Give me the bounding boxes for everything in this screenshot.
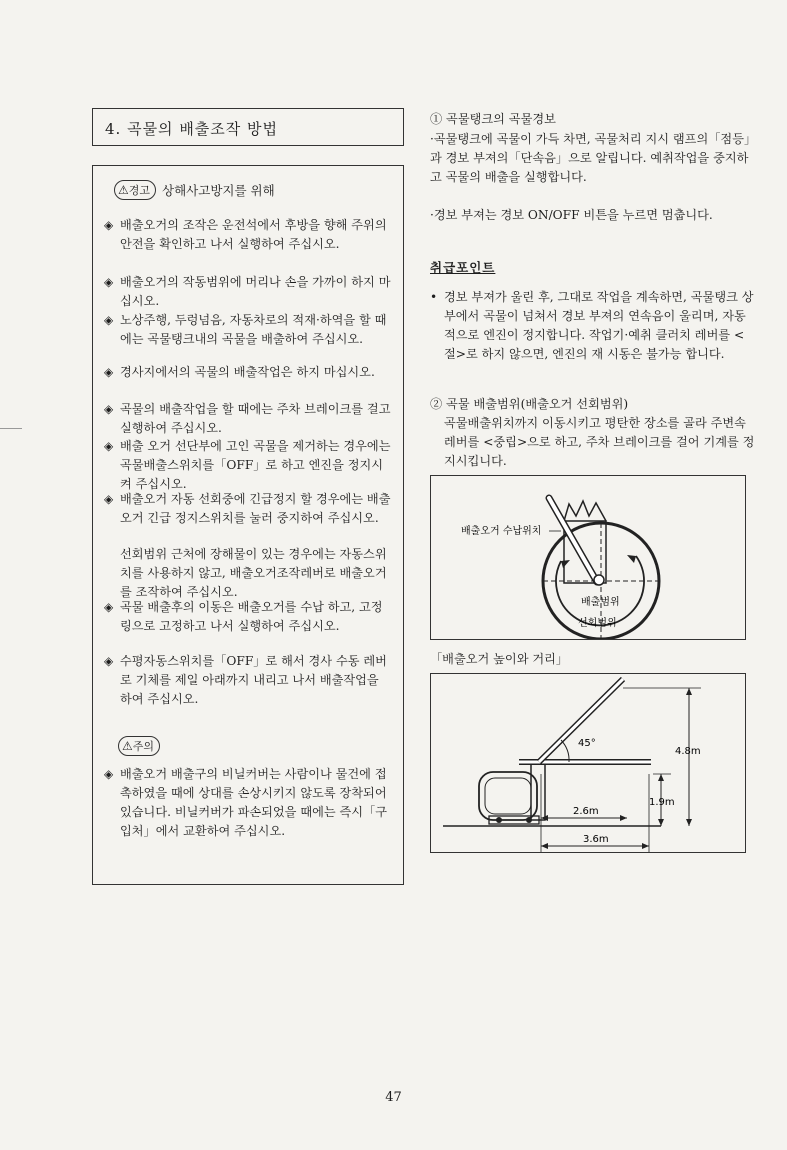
bullet-diamond-icon: ◈: [104, 767, 114, 781]
combine-body: [479, 772, 537, 820]
bullet-diamond-icon: ◈: [104, 600, 114, 614]
distance-label-2-6: 2.6m: [573, 806, 599, 817]
handling-point-title: 취급포인트: [430, 260, 496, 275]
bullet-diamond-icon: ◈: [104, 218, 114, 232]
warning-item: ◈ 배출오거의 조작은 운전석에서 후방을 향해 주위의 안전을 확인하고 나서 실행하여 주십시오.: [104, 218, 387, 251]
bullet-dot-icon: •: [430, 290, 438, 304]
warning-item: ◈ 수평자동스위치를「OFF」로 해서 경사 수동 레버로 기체를 제일 아래까지 내리고 나서 배출작업을 하여 주십시오.: [104, 654, 387, 706]
swing-range-diagram: [431, 476, 745, 639]
discharge-range-label: 배출범위: [581, 597, 620, 608]
swing-range-label: 선회범위: [578, 618, 617, 629]
caution-heading: [118, 735, 160, 756]
warning-item: ◈ 곡물 배출후의 이동은 배출오거를 수납 하고, 고정링으로 고정하고 나서 실행하여 주십시오.: [104, 600, 383, 633]
caution-item: ◈ 배출오거 배출구의 비닐커버는 사람이나 물건에 접촉하였을 때에 상대를 손상시키지 않도록 장착되어 있습니다. 비닐커버가 파손되었을 때에는 즉시「구입처」에서 교환하여 주십시오.: [104, 767, 388, 838]
bullet-diamond-icon: ◈: [104, 365, 114, 379]
section-1-title: ① 곡물탱크의 곡물경보: [430, 112, 556, 126]
section-2-title: ② 곡물 배출범위(배출오거 선회범위): [430, 397, 629, 411]
warning-item-continued: 선회범위 근처에 장해물이 있는 경우에는 자동스위치를 사용하지 않고, 배출오거조작레버로 배출오거를 조작하여 주십시오.: [120, 547, 387, 599]
stow-position-label: 배출오거 수납위치: [461, 526, 542, 537]
bullet-diamond-icon: ◈: [104, 313, 114, 327]
angle-arc: [561, 740, 569, 762]
page-number: 47: [385, 1090, 402, 1105]
angle-label: 45°: [578, 738, 596, 749]
warning-item: ◈ 곡물의 배출작업을 할 때에는 주차 브레이크를 걸고 실행하여 주십시오.: [104, 402, 391, 435]
warning-heading-text: 상해사고방지를 위해: [162, 183, 275, 198]
section-1-paragraph-1: ·곡물탱크에 곡물이 가득 차면, 곡물처리 지시 램프의「점등」과 경보 부져의「단속음」으로 알립니다. 예취작업을 중지하고 곡물의 배출을 실행합니다.: [430, 132, 751, 184]
margin-mark: [0, 428, 22, 429]
warning-item: ◈ 노상주행, 두렁넘음, 자동차로의 적재·하역을 할 때에는 곡물탱크내의 곡물을 배출하여 주십시오.: [104, 313, 387, 346]
warning-heading: [114, 180, 275, 200]
auger-height-diagram: [431, 674, 745, 852]
bullet-diamond-icon: ◈: [104, 439, 114, 453]
swing-range-figure: [430, 475, 746, 640]
bullet-diamond-icon: ◈: [104, 275, 114, 289]
section-1-paragraph-2: ·경보 부져는 경보 ON/OFF 비튼을 누르면 멈춥니다.: [430, 208, 713, 222]
auger-pivot: [594, 575, 604, 585]
caution-triangle-icon: ⚠: [122, 738, 133, 753]
grain-tank: [531, 762, 545, 820]
warning-triangle-icon: ⚠: [118, 183, 129, 197]
auger-height-caption: 「배출오거 높이와 거리」: [430, 652, 569, 666]
bullet-diamond-icon: ◈: [104, 492, 114, 506]
handling-point-item: • 경보 부져가 울린 후, 그대로 작업을 계속하면, 곡물탱크 상부에서 곡물이 넘쳐서 경보 부져의 연속음이 울리며, 자동적으로 엔진이 정지합니다. 작업기·예취 클러치 레버를 <절>로 하지 않으면, 엔진의 재 시동은 불가능 합니다.: [430, 290, 754, 361]
arrow-head-icon: [561, 560, 570, 568]
warning-item: ◈ 경사지에서의 곡물의 배출작업은 하지 마십시오.: [104, 363, 394, 382]
warning-item: ◈ 배출오거의 작동범위에 머리나 손을 가까이 하지 마십시오.: [104, 275, 391, 308]
height-label-4-8: 4.8m: [675, 746, 701, 757]
warning-badge: ⚠경고: [114, 180, 156, 200]
auger-height-figure: [430, 673, 746, 853]
caution-badge: ⚠주의: [118, 736, 160, 756]
section-2-text: 곡물배출위치까지 이동시키고 평탄한 장소를 골라 주변속레버를 <중립>으로 하고, 주차 브레이크를 걸어 기계를 정지시킵니다.: [444, 416, 755, 468]
height-label-1-9: 1.9m: [649, 797, 675, 808]
grain-tank-top: [564, 501, 606, 521]
bullet-diamond-icon: ◈: [104, 402, 114, 416]
distance-label-3-6: 3.6m: [583, 834, 609, 845]
bullet-diamond-icon: ◈: [104, 654, 114, 668]
warning-item: ◈ 배출오거 자동 선회중에 긴급정지 할 경우에는 배출오거 긴급 정지스위치를 눌러 중지하여 주십시오.: [104, 492, 391, 525]
discharge-range-arc: [556, 556, 644, 625]
warning-item: ◈ 배출 오거 선단부에 고인 곡물을 제거하는 경우에는 곡물배출스위치를「OFF」로 하고 엔진을 정지시켜 주십시오.: [104, 439, 391, 491]
section-title: 4. 곡물의 배출조작 방법: [92, 108, 404, 146]
arrow-head-icon: [627, 555, 636, 563]
